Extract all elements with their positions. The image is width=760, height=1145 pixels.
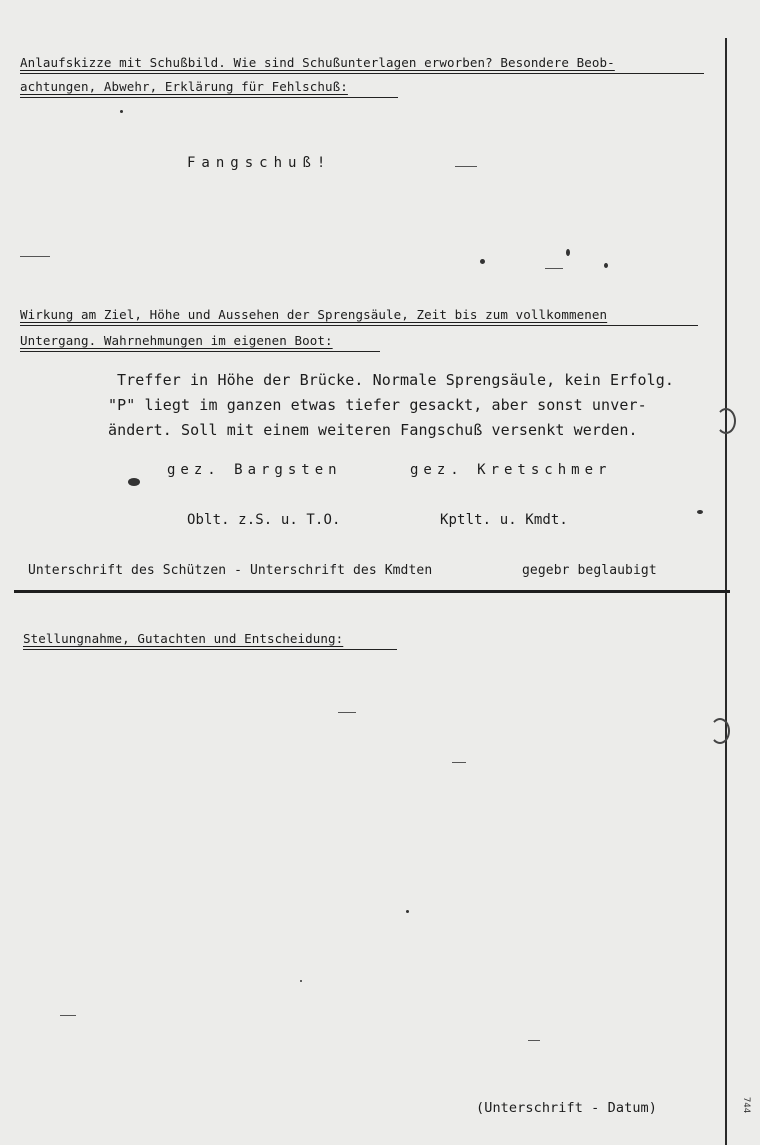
page-number: 744 <box>741 1096 752 1114</box>
report-body-line2: "P" liegt im ganzen etwas tiefer gesackt, aber sonst unver- <box>108 396 647 414</box>
rank-commander: Kptlt. u. Kmdt. <box>440 512 568 528</box>
scan-artifact <box>452 762 466 763</box>
section2-heading2-underline <box>20 351 380 352</box>
scan-artifact <box>338 712 356 713</box>
section2-heading-underline <box>20 325 698 326</box>
scan-artifact <box>60 1015 76 1016</box>
ink-speck <box>604 263 608 268</box>
section2-heading-line1: Wirkung am Ziel, Höhe und Aussehen der Sprengsäule, Zeit bis zum vollkommenen <box>20 307 608 322</box>
punch-hole-icon <box>710 718 730 744</box>
section1-content: Fangschuß! <box>187 155 332 171</box>
section2-heading-line2: Untergang. Wahrnehmungen im eigenen Boot: <box>20 333 333 348</box>
ink-speck <box>300 980 302 982</box>
section1-heading-line1: Anlaufskizze mit Schußbild. Wie sind Schußunterlagen erworben? Besondere Beob- <box>20 55 615 70</box>
scan-artifact <box>20 256 50 257</box>
signature-commander: gez. Kretschmer <box>410 462 612 478</box>
ink-speck <box>128 478 140 486</box>
punch-hole-icon <box>716 408 736 434</box>
section1-heading2-underline <box>20 97 398 98</box>
report-body-line3: ändert. Soll mit einem weiteren Fangschuß versenkt werden. <box>108 421 638 439</box>
certification-note: gegebr beglaubigt <box>522 563 657 578</box>
signature-shooter: gez. Bargsten <box>167 462 342 478</box>
scan-artifact <box>528 1040 540 1041</box>
scan-artifact <box>545 268 563 269</box>
signature-caption: Unterschrift des Schützen - Unterschrift des Kmdten <box>28 563 433 578</box>
rank-shooter: Oblt. z.S. u. T.O. <box>187 512 341 528</box>
section-divider <box>14 590 730 593</box>
section3-heading-underline <box>23 649 397 650</box>
ink-speck <box>406 910 409 913</box>
ink-speck <box>480 259 485 264</box>
scan-artifact <box>455 166 477 167</box>
ink-speck <box>120 110 123 113</box>
ink-speck <box>697 510 703 514</box>
report-body-line1: Treffer in Höhe der Brücke. Normale Sprengsäule, kein Erfolg. <box>117 371 674 389</box>
section3-heading: Stellungnahme, Gutachten und Entscheidung: <box>23 631 344 646</box>
section1-heading-line2: achtungen, Abwehr, Erklärung für Fehlschuß: <box>20 79 348 94</box>
signature-date-line: (Unterschrift - Datum) <box>476 1100 658 1116</box>
ink-speck <box>566 249 570 256</box>
section1-heading-underline <box>20 73 704 74</box>
